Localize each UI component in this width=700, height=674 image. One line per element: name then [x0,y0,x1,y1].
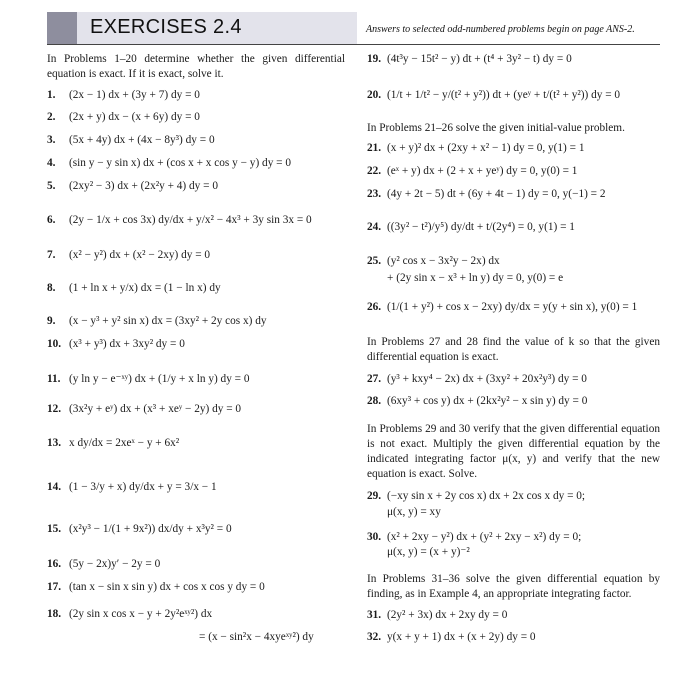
problem-18: 18. (2y sin x cos x − y + 2y²eˣʸ²) dx [47,608,213,620]
intro-problems-1-20: In Problems 1–20 determine whether the given differential equation is exact. If it is exact, solve it. [47,53,345,80]
problem-7: 7. (x² − y²) dx + (x² − 2xy) dy = 0 [47,249,211,261]
problem-23: 23. (4y + 2t − 5) dt + (6y + 4t − 1) dy = 0, y(−1) = 2 [367,188,606,200]
problem-25: 25. (y² cos x − 3x²y − 2x) dx [367,255,500,267]
problem-13: 13. x dy/dx = 2xeˣ − y + 6x² [47,437,180,449]
problem-15: 15. (x²y³ − 1/(1 + 9x²)) dx/dy + x³y² = 0 [47,523,232,535]
problem-29-continuation: μ(x, y) = xy [387,506,441,518]
problem-8: 8. (1 + ln x + y/x) dx = (1 − ln x) dy [47,282,221,294]
problem-30: 30. (x² + 2xy − y²) dx + (y² + 2xy − x²) dy = 0; [367,531,582,543]
problem-26: 26. (1/(1 + y²) + cos x − 2xy) dy/dx = y(y + sin x), y(0) = 1 [367,301,638,313]
problem-28: 28. (6xy³ + cos y) dx + (2kx²y² − x sin y) dy = 0 [367,395,588,407]
problem-21: 21. (x + y)² dx + (2xy + x² − 1) dy = 0, y(1) = 1 [367,142,585,154]
problem-31: 31. (2y² + 3x) dx + 2xy dy = 0 [367,609,508,621]
problem-9: 9. (x − y³ + y² sin x) dx = (3xy² + 2y cos x) dy [47,315,267,327]
header-tab [47,12,77,44]
problem-12: 12. (3x²y + eʸ) dx + (x³ + xeʸ − 2y) dy = 0 [47,403,242,415]
problem-16: 16. (5y − 2x)y′ − 2y = 0 [47,558,161,570]
intro-problems-21-26: In Problems 21–26 solve the given initial-value problem. [367,122,625,134]
header-rule [47,44,660,45]
problem-19: 19. (4t³y − 15t² − y) dt + (t⁴ + 3y² − t) dy = 0 [367,53,572,65]
problem-14: 14. (1 − 3/y + x) dy/dx + y = 3/x − 1 [47,481,217,493]
problem-20: 20. (1/t + 1/t² − y/(t² + y²)) dt + (yeʸ + t/(t² + y²)) dy = 0 [367,89,621,101]
problem-10: 10. (x³ + y³) dx + 3xy² dy = 0 [47,338,185,350]
problem-32: 32. y(x + y + 1) dx + (x + 2y) dy = 0 [367,631,536,643]
problem-25-continuation: + (2y sin x − x³ + ln y) dy = 0, y(0) = e [387,272,564,284]
intro-problems-27-28: In Problems 27 and 28 find the value of k so that the given differential equation is exact. [367,336,660,363]
problem-6: 6. (2y − 1/x + cos 3x) dy/dx + y/x² − 4x³ + 3y sin 3x = 0 [47,214,312,226]
problem-3: 3. (5x + 4y) dx + (4x − 8y³) dy = 0 [47,134,215,146]
problem-30-continuation: μ(x, y) = (x + y)⁻² [387,546,470,558]
intro-problems-29-30: In Problems 29 and 30 verify that the given differential equation is not exact. Multiply the given differential equation by the indicated integrating factor μ(x, y) and verify that the new equation is exact. Solve. [367,423,660,480]
problem-18-continuation: = (x − sin²x − 4xyeˣʸ²) dy [199,631,314,643]
intro-problems-31-36: In Problems 31–36 solve the given differential equation by finding, as in Example 4, an appropriate integrating factor. [367,573,660,600]
problem-1: 1. (2x − 1) dx + (3y + 7) dy = 0 [47,89,200,101]
answers-note: Answers to selected odd-numbered problems begin on page ANS-2. [366,24,635,35]
problem-5: 5. (2xy² − 3) dx + (2x²y + 4) dy = 0 [47,180,218,192]
section-title: EXERCISES 2.4 [90,16,242,38]
problem-22: 22. (eˣ + y) dx + (2 + x + yeʸ) dy = 0, y(0) = 1 [367,165,578,177]
problem-4: 4. (sin y − y sin x) dx + (cos x + x cos y − y) dy = 0 [47,157,292,169]
problem-24: 24. ((3y² − t²)/y⁵) dy/dt + t/(2y⁴) = 0, y(1) = 1 [367,221,575,233]
problem-27: 27. (y³ + kxy⁴ − 2x) dx + (3xy² + 20x²y³) dy = 0 [367,373,587,385]
problem-17: 17. (tan x − sin x sin y) dx + cos x cos y dy = 0 [47,581,265,593]
problem-2: 2. (2x + y) dx − (x + 6y) dy = 0 [47,111,200,123]
problem-29: 29. (−xy sin x + 2y cos x) dx + 2x cos x dy = 0; [367,490,586,502]
problem-11: 11. (y ln y − e⁻ˣʸ) dx + (1/y + x ln y) dy = 0 [47,373,250,385]
